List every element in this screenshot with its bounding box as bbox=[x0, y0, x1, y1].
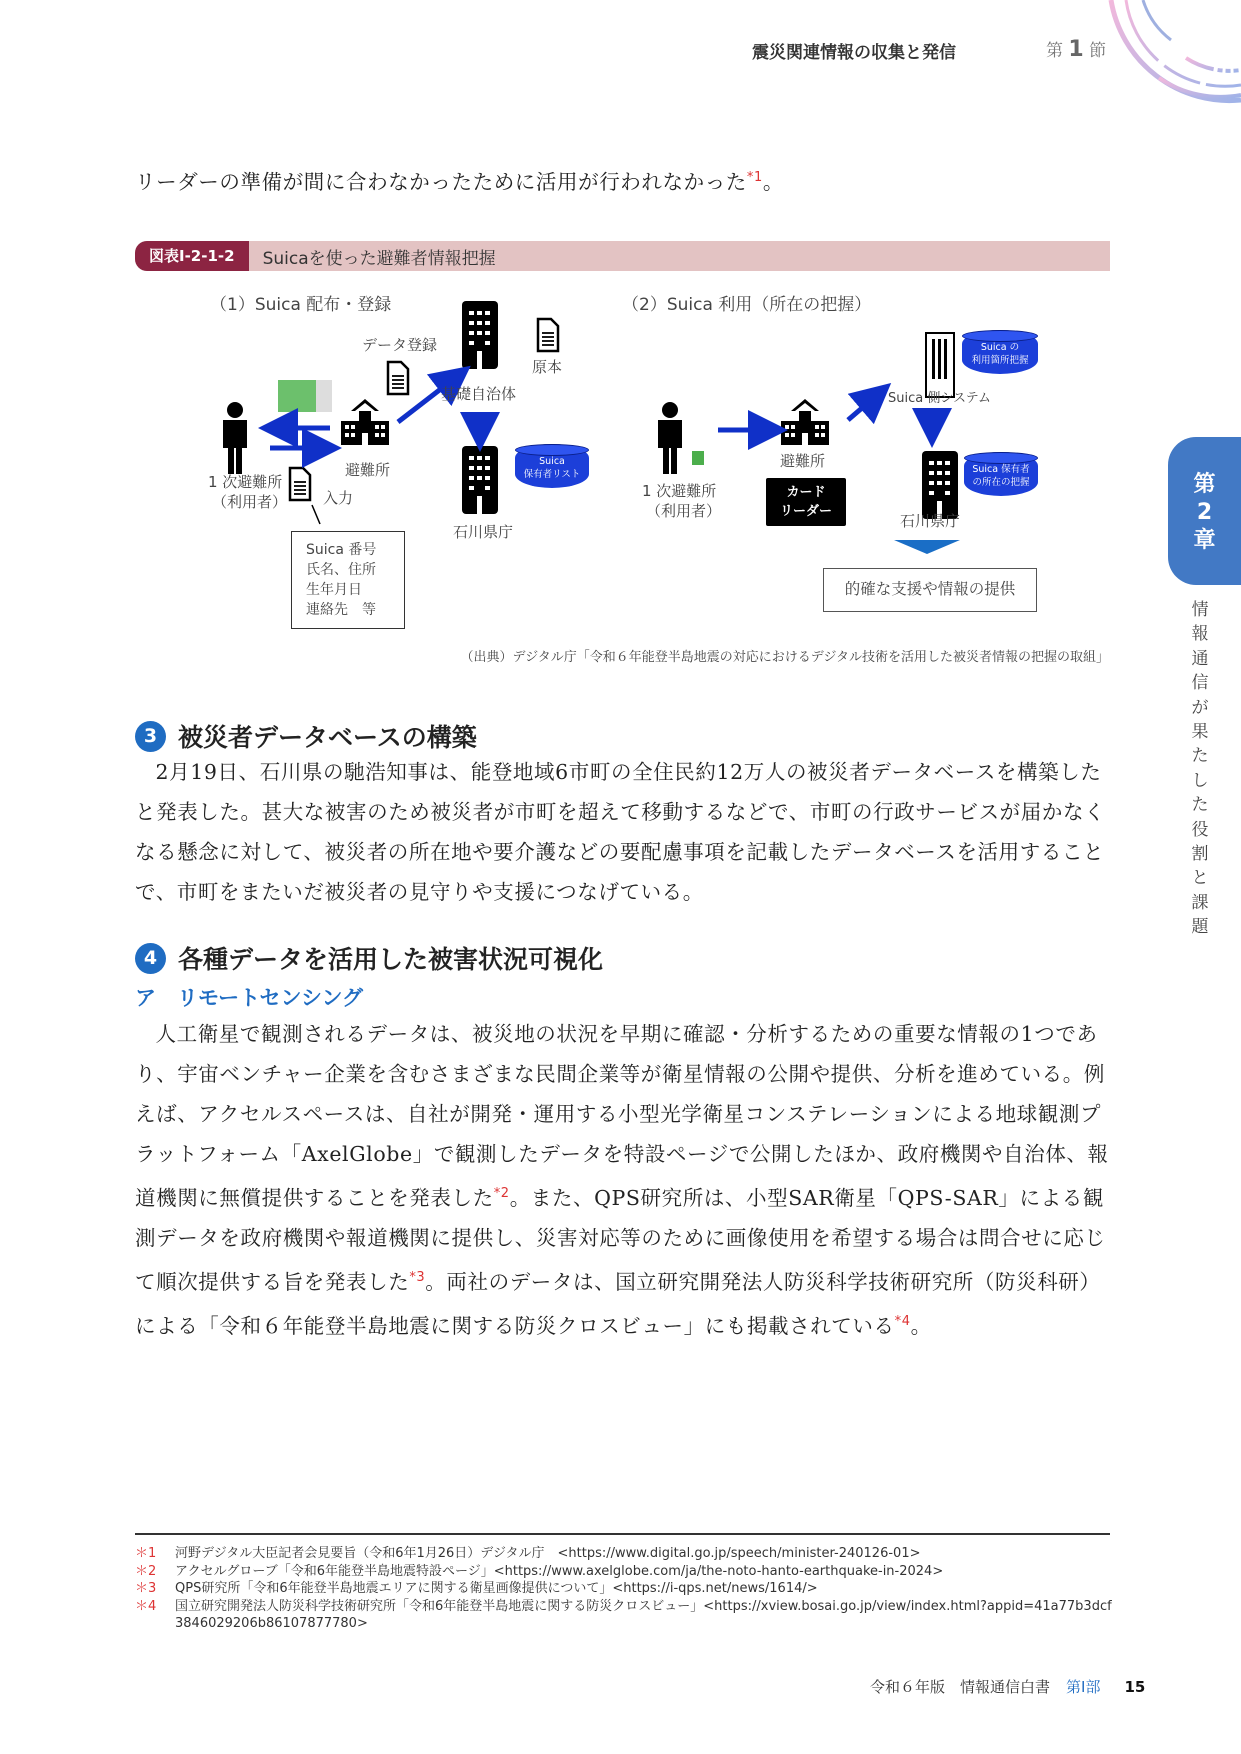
db-label-line2: の所在の把握 bbox=[972, 477, 1030, 488]
footnote-mark: ＊4 bbox=[135, 1598, 157, 1614]
body-text: 人工衛星で観測されるデータは、被災地の状況を早期に確認・分析するための重要な情報の1つであり、宇宙ベンチャー企業を含むさまざまな民間企業等が衛星情報の公開や提供、分析を進めている。例えば、アクセルスペースは、自社が開発・運用する小型光学衛星コンステレーションによる地球観測プラットフォーム「AxelGlobe」で観測したデータを特設ページで公開したほか、政府機関や自治体、報道機関に無償提供することを発表した bbox=[135, 1022, 1109, 1210]
footnote-mark: ＊1 bbox=[135, 1546, 157, 1561]
suica-system-label: Suica 側システム bbox=[888, 391, 992, 406]
footnote-mark: ＊2 bbox=[135, 1563, 157, 1579]
intro-text: リーダーの準備が間に合わなかったために活用が行われなかった bbox=[135, 169, 747, 194]
figure-title: Suicaを使った避難者情報把握 bbox=[262, 248, 496, 269]
holder-location-db bbox=[964, 452, 1038, 496]
prefecture-label-1: 石川県庁 bbox=[453, 523, 514, 541]
card-reader-box bbox=[766, 478, 846, 526]
user-label-1a: 1 次避難所 bbox=[208, 473, 283, 491]
db-label-line1: Suica の bbox=[980, 342, 1020, 353]
db-label-line2: 利用箇所把握 bbox=[971, 355, 1029, 366]
section-suffix: 節 bbox=[1089, 41, 1107, 61]
panel1-title: （1）Suica 配布・登録 bbox=[210, 295, 392, 315]
card-reader-line2: リーダー bbox=[779, 504, 832, 519]
input-items-box bbox=[291, 531, 405, 629]
section-prefix: 第 bbox=[1046, 41, 1063, 61]
intro-end: 。 bbox=[762, 169, 784, 194]
chapter-tab-line: 2 bbox=[1196, 500, 1213, 525]
db-label-line1: Suica bbox=[539, 456, 565, 467]
subheading-remote-sensing: ア リモートセンシング bbox=[135, 986, 364, 1010]
input-item: 生年月日 bbox=[306, 582, 362, 598]
section4-number: 4 bbox=[135, 943, 166, 974]
footnotes bbox=[135, 1545, 1115, 1633]
footnote-text[interactable]: 国立研究開発法人防災科学技術研究所「令和6年能登半島地震に関する防災クロスビュー」<https://xview.bosai.go.jp/view/index.html?appid=41a77b3dcf3846029206b86107877780> bbox=[175, 1598, 1112, 1631]
section3-number: 3 bbox=[135, 721, 166, 752]
suica-usage-db bbox=[962, 330, 1038, 374]
section4-body bbox=[135, 1014, 1110, 1345]
figure-tag: 図表Ⅰ-2-1-2 bbox=[135, 241, 249, 271]
user-label-2b: （利用者） bbox=[646, 502, 722, 520]
footnote-ref-1[interactable]: *1 bbox=[746, 170, 763, 185]
publication-name: 令和６年版 情報通信白書 bbox=[870, 1678, 1051, 1696]
footnote-item bbox=[135, 1598, 1115, 1633]
original-label: 原本 bbox=[532, 358, 563, 376]
footnote-ref-3[interactable]: *3 bbox=[409, 1269, 426, 1285]
footnote-divider bbox=[135, 1533, 1110, 1535]
db-label-line1: Suica 保有者 bbox=[972, 464, 1030, 475]
input-item: 連絡先 等 bbox=[306, 602, 376, 618]
chapter-tab-line: 章 bbox=[1193, 528, 1216, 553]
input-item: 氏名、住所 bbox=[306, 562, 376, 578]
input-label: 入力 bbox=[323, 489, 354, 507]
user-label-2a: 1 次避難所 bbox=[642, 482, 717, 500]
result-box: 的確な支援や情報の提供 bbox=[823, 568, 1037, 612]
part-label: 第Ⅰ部 bbox=[1066, 1678, 1101, 1696]
panel2-title: （2）Suica 利用（所在の把握） bbox=[622, 295, 872, 315]
page-number: 15 bbox=[1124, 1678, 1146, 1696]
footnote-item bbox=[135, 1580, 1115, 1598]
data-registration-label: データ登録 bbox=[362, 336, 438, 354]
footnote-text[interactable]: QPS研究所「令和6年能登半島地震エリアに関する衛星画像提供について」<https://i-qps.net/news/1614/> bbox=[175, 1581, 818, 1596]
section3-body: 2月19日、石川県の馳浩知事は、能登地域6市町の全住民約12万人の被災者データベースを構築したと発表した。甚大な被害のため被災者が市町を超えて移動するなどで、市町の行政サービスが届かなくなる懸念に対して、被災者の所在地や要介護などの要配慮事項を記載したデータベースを活用することで、市町をまたいだ被災者の見守りや支援につなげている。 bbox=[135, 760, 1106, 904]
footnote-text[interactable]: 河野デジタル大臣記者会見要旨（令和6年1月26日）デジタル庁 <https://www.digital.go.jp/speech/minister-240126-01> bbox=[175, 1546, 921, 1561]
prefecture-label-2: 石川県庁 bbox=[900, 512, 961, 530]
chapter-vertical-title: 情報通信が果たした役割と課題 bbox=[1191, 600, 1209, 938]
user-label-1b: （利用者） bbox=[212, 493, 288, 511]
card-reader-line1: カード bbox=[786, 485, 826, 500]
section3-title: 被災者データベースの構築 bbox=[178, 723, 477, 752]
shelter-label-1: 避難所 bbox=[345, 461, 391, 479]
body-text: 。また、QPS研究所は、小型SAR衛星「QPS-SAR」による観測データを政府機関や報道機関に提供し、災害対応等のために画像使用を希望する場合は問合せに応じて順次提供する旨を発表した bbox=[135, 1185, 1106, 1294]
section4-title: 各種データを活用した被害状況可視化 bbox=[178, 945, 604, 974]
section-number: 1 bbox=[1068, 37, 1084, 62]
footnote-ref-4[interactable]: *4 bbox=[894, 1313, 911, 1329]
shelter-label-2: 避難所 bbox=[780, 452, 826, 470]
figure-source: （出典）デジタル庁「令和６年能登半島地震の対応におけるデジタル技術を活用した被災者情報の把握の取組」 bbox=[460, 650, 1109, 665]
suica-holder-list-db bbox=[515, 444, 589, 488]
section4-heading bbox=[135, 940, 603, 976]
chapter-tab-line: 第 bbox=[1193, 472, 1216, 497]
footnote-text[interactable]: アクセルグローブ「令和6年能登半島地震特設ページ」<https://www.axelglobe.com/ja/the-noto-hanto-earthquake-in-2024> bbox=[175, 1563, 944, 1579]
chapter-tab[interactable] bbox=[1168, 437, 1241, 585]
footnote-item bbox=[135, 1563, 1115, 1581]
db-label-line2: 保有者リスト bbox=[523, 469, 581, 480]
footnote-item bbox=[135, 1545, 1115, 1563]
municipality-label: 基礎自治体 bbox=[441, 385, 517, 403]
body-text: 。両社のデータは、国立研究開発法人防災科学技術研究所（防災科研）による「令和６年能登半島地震に関する防災クロスビュー」にも掲載されている bbox=[135, 1269, 1101, 1338]
section3-heading bbox=[135, 718, 477, 754]
footnote-ref-2[interactable]: *2 bbox=[493, 1186, 510, 1201]
running-header-title: 震災関連情報の収集と発信 bbox=[752, 43, 956, 63]
body-text: 。 bbox=[910, 1313, 932, 1338]
page-footer bbox=[870, 1676, 1145, 1697]
input-item: Suica 番号 bbox=[306, 542, 377, 558]
suica-diagram bbox=[0, 0, 1241, 680]
footnote-mark: ＊3 bbox=[135, 1581, 157, 1596]
diagram-graphics bbox=[0, 0, 1241, 680]
